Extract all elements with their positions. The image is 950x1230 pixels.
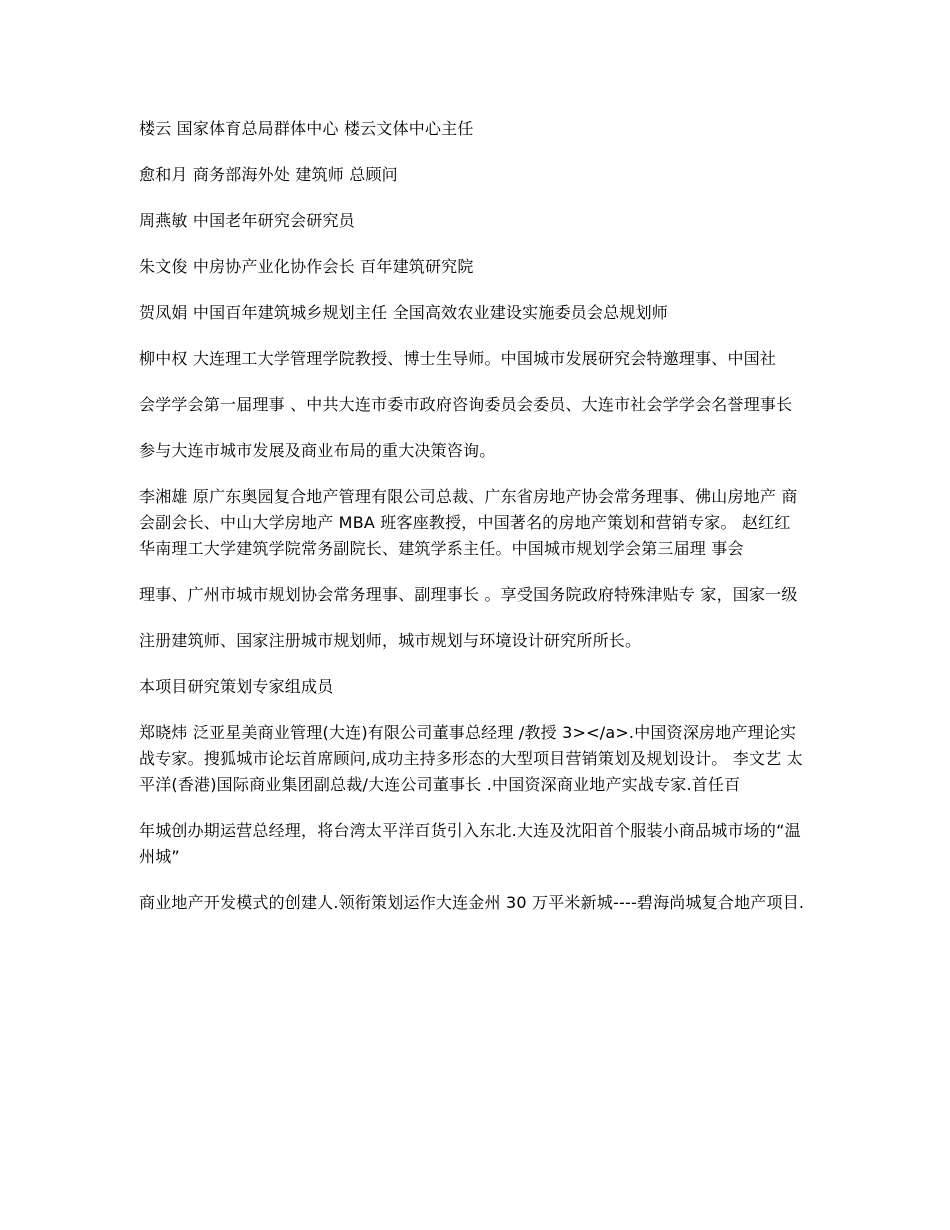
paragraph-liwenyi-cont: 年城创办期运营总经理，将台湾太平洋百货引入东北.大连及沈阳首个服装小商品城市场的“温州城”	[139, 821, 801, 866]
paragraph-zhouyanmin: 周燕敏 中国老年研究会研究员	[139, 211, 355, 230]
document-body	[139, 116, 811, 936]
paragraph-zhaohonghong-cont-2: 注册建筑师、国家注册城市规划师，城市规划与环境设计研究所所长。	[139, 631, 642, 650]
paragraph-liuzhongquan-cont: 会学学会第一届理事 、中共大连市委市政府咨询委员会委员、大连市社会学学会名誉理事长	[139, 395, 793, 414]
paragraph-hefengjuan: 贺凤娟 中国百年建筑城乡规划主任 全国高效农业建设实施委员会总规划师	[139, 303, 668, 322]
paragraph-liwenyi-cont-2: 商业地产开发模式的创建人.领衔策划运作大连金州 30 万平米新城----碧海尚城复合地产项目.	[139, 893, 805, 912]
paragraph-zhengxiaowei-liwenyi: 郑晓炜 泛亚星美商业管理(大连)有限公司董事总经理 /教授 3></a>.中国资深房地产理论实战专家。搜狐城市论坛首席顾问,成功主持多形态的大型项目营销策划及规划设计。 李文艺 太平洋(香港)国际商业集团副总裁/大连公司董事长 .中国资深商业地产实战专家.首任百	[139, 723, 803, 794]
paragraph-lixiangxiong-zhaohonghong: 李湘雄 原广东奥园复合地产管理有限公司总裁、广东省房地产协会常务理事、佛山房地产 商会副会长、中山大学房地产 MBA 班客座教授，中国著名的房地产策划和营销专家。 赵红红 华南理工大学建筑学院常务副院长、建筑学系主任。中国城市规划学会第三届理 事会	[139, 487, 798, 558]
paragraph-louyun: 楼云 国家体育总局群体中心 楼云文体中心主任	[139, 119, 474, 138]
section-heading-expert-team: 本项目研究策划专家组成员	[139, 677, 334, 696]
paragraph-zhuwenjun: 朱文俊 中房协产业化协作会长 百年建筑研究院	[139, 257, 474, 276]
paragraph-yuheyue: 愈和月 商务部海外处 建筑师 总顾问	[139, 165, 398, 184]
paragraph-dalian-consulting: 参与大连市城市发展及商业布局的重大决策咨询。	[139, 441, 496, 460]
paragraph-zhaohonghong-cont: 理事、广州市城市规划协会常务理事、副理事长 。享受国务院政府特殊津贴专 家，国家一级	[139, 585, 798, 604]
paragraph-liuzhongquan: 柳中权 大连理工大学管理学院教授、博士生导师。中国城市发展研究会特邀理事、中国社	[139, 349, 777, 368]
